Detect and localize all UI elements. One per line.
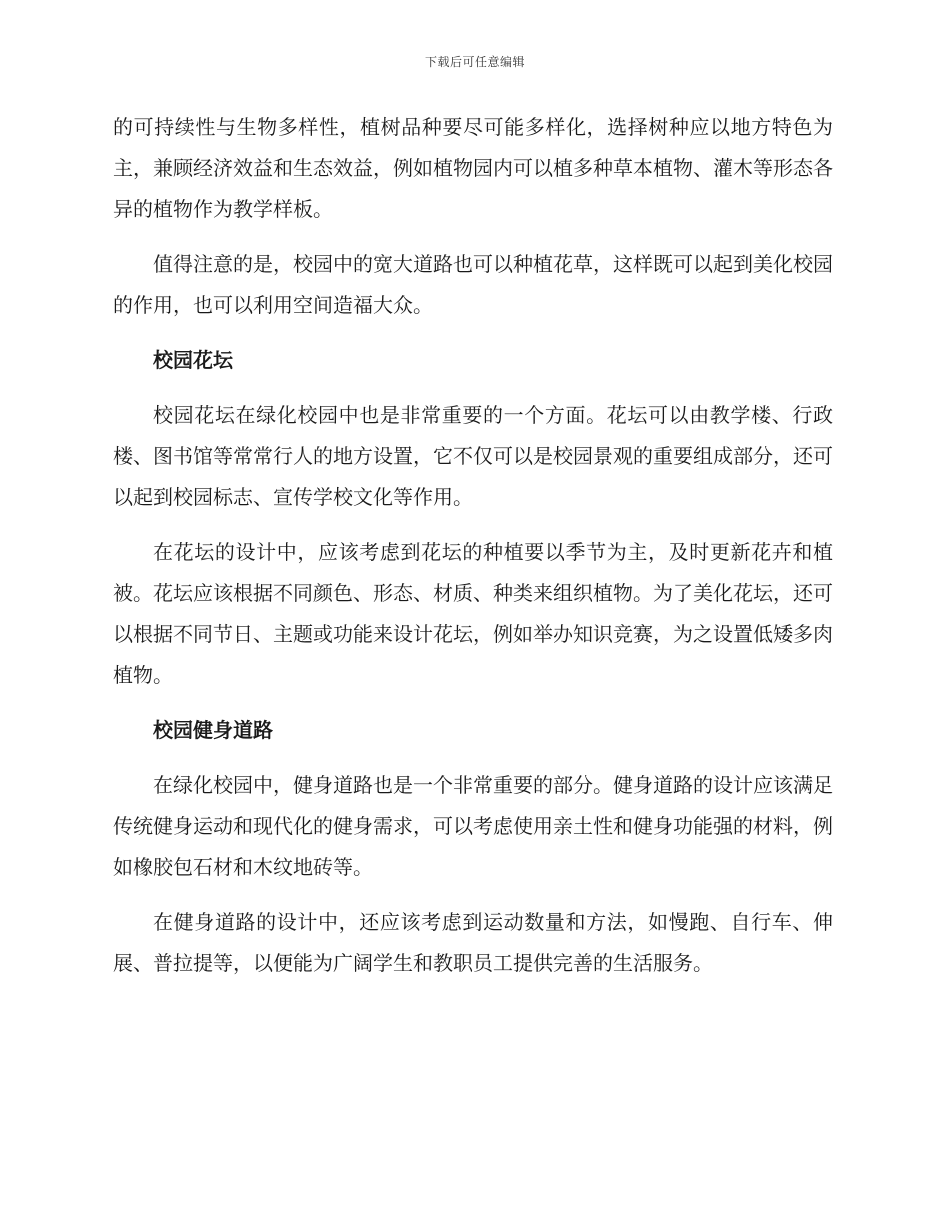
section-heading-fitness-path: 校园健身道路 — [153, 718, 273, 742]
section-heading-flowerbed: 校园花坛 — [153, 348, 233, 372]
paragraph-continuation: 的可持续性与生物多样性，植树品种要尽可能多样化，选择树种应以地方特色为主，兼顾经济效益和生态效益，例如植物园内可以植多种草本植物、灌木等形态各异的植物作为教学样板。 — [113, 115, 833, 221]
page-header: 下载后可任意编辑 — [424, 55, 525, 69]
paragraph-road-planting: 值得注意的是，校园中的宽大道路也可以种植花草，这样既可以起到美化校园的作用，也可以利用空间造福大众。 — [113, 252, 833, 317]
paragraph-fitness-path-intro: 在绿化校园中，健身道路也是一个非常重要的部分。健身道路的设计应该满足传统健身运动和现代化的健身需求，可以考虑使用亲土性和健身功能强的材料，例如橡胶包石材和木纹地砖等。 — [113, 773, 833, 879]
document-body — [113, 107, 833, 998]
paragraph-flowerbed-design: 在花坛的设计中，应该考虑到花坛的种植要以季节为主，及时更新花卉和植被。花坛应该根据不同颜色、形态、材质、种类来组织植物。为了美化花坛，还可以根据不同节日、主题或功能来设计花坛，例如举办知识竞赛，为之设置低矮多肉植物。 — [113, 540, 833, 687]
paragraph-fitness-path-design: 在健身道路的设计中，还应该考虑到运动数量和方法，如慢跑、自行车、伸展、普拉提等，以便能为广阔学生和教职员工提供完善的生活服务。 — [113, 910, 833, 975]
paragraph-flowerbed-intro: 校园花坛在绿化校园中也是非常重要的一个方面。花坛可以由教学楼、行政楼、图书馆等常常行人的地方设置，它不仅可以是校园景观的重要组成部分，还可以起到校园标志、宣传学校文化等作用。 — [113, 403, 833, 509]
